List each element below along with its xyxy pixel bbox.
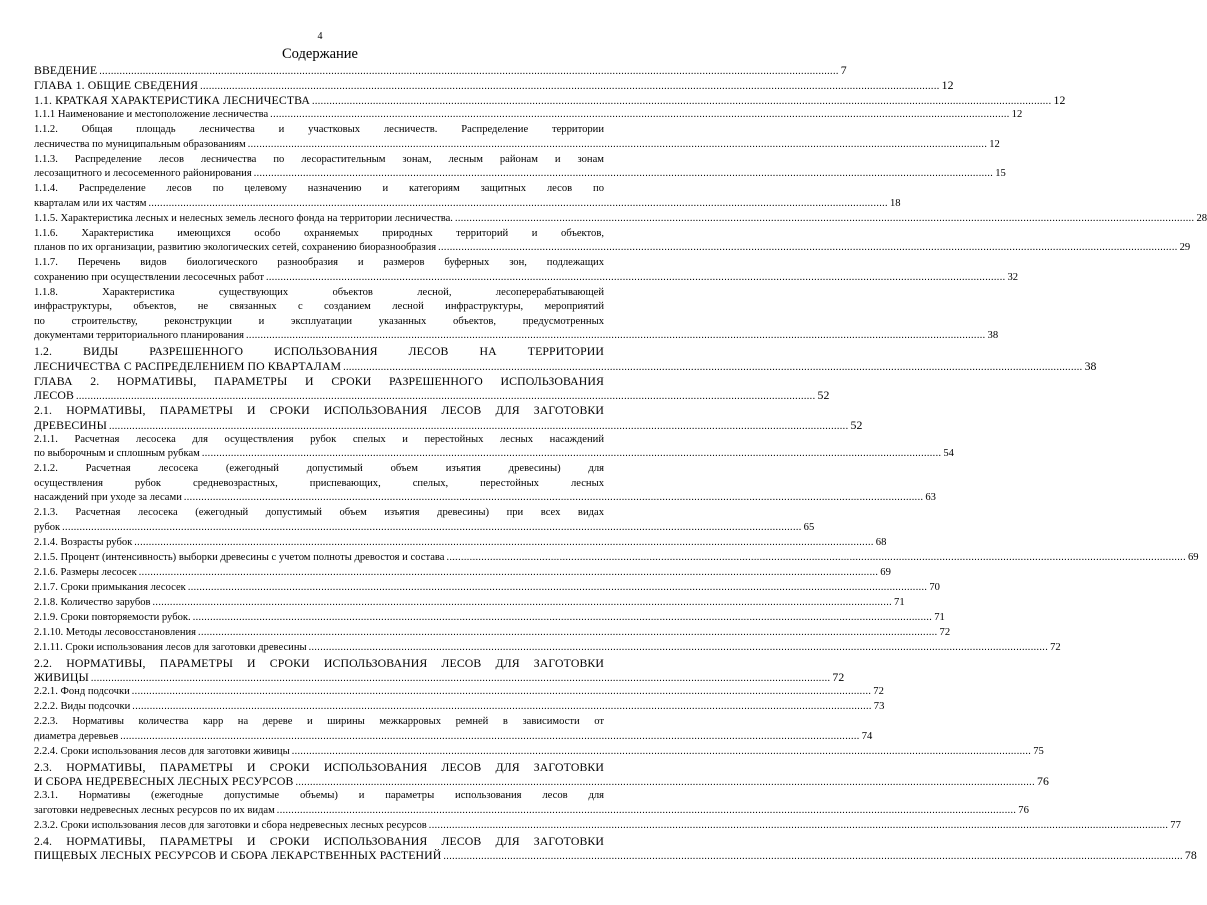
- toc-page-number: 12: [1011, 109, 1023, 120]
- toc-entry-line: [34, 491, 936, 506]
- toc-entry-text: 2.1.10. Методы лесовосстановления: [34, 626, 197, 638]
- toc-page-number: 65: [803, 521, 815, 533]
- toc-entry[interactable]: [34, 759, 1049, 789]
- toc-page-number: 70: [929, 581, 940, 593]
- toc-entry-text: насаждений при уходе за лесами: [34, 492, 182, 503]
- toc-entry[interactable]: [34, 123, 1000, 152]
- toc-entry-line: [34, 626, 951, 641]
- toc-entry-text: осуществления рубок средневозрастных, приспевающих, спелых, перестойных лесных: [34, 477, 604, 489]
- toc-entry[interactable]: [34, 286, 999, 344]
- toc-entry[interactable]: [34, 153, 1006, 182]
- toc-entry-text: кварталам или их частям: [34, 197, 147, 209]
- dot-leader: [270, 108, 1010, 123]
- toc-page-number: 77: [1170, 819, 1181, 831]
- toc-entry[interactable]: [34, 182, 901, 211]
- dot-leader: [277, 804, 1017, 819]
- toc-entry[interactable]: [34, 462, 936, 506]
- toc-entry-line: [34, 670, 845, 685]
- page-title: Содержание: [282, 46, 358, 62]
- toc-entry-text: планов по их организации, развитию экологических сетей, сохранению биоразнообразия: [34, 242, 437, 253]
- dot-leader: [292, 745, 1032, 760]
- toc-entry-text: сохранению при осуществлении лесосечных работ: [34, 271, 264, 283]
- toc-entry-text: 2.1.3. Расчетная лесосека (ежегодный допустимый объем изъятия древесины) при всех видах: [34, 507, 604, 518]
- toc-entry[interactable]: [34, 641, 1061, 656]
- dot-leader: [132, 685, 872, 700]
- toc-entry-text: лесозащитного и лесосеменного районирования: [34, 168, 252, 179]
- toc-entry-line: [34, 417, 863, 433]
- toc-page-number: 76: [1036, 774, 1049, 788]
- dot-leader: [309, 641, 1049, 656]
- toc-entry-line: [34, 521, 815, 536]
- toc-entry-text: 1.1. КРАТКАЯ ХАРАКТЕРИСТИКА ЛЕСНИЧЕСТВА: [34, 93, 310, 107]
- toc-entry[interactable]: [34, 581, 940, 596]
- toc-entry-text: 1.1.4. Распределение лесов по целевому назначению и категориям защитных лесов по: [34, 183, 604, 194]
- toc-page-number: 72: [832, 670, 845, 684]
- toc-entry-text: диаметра деревьев: [34, 730, 119, 742]
- toc-entry-text: 2.1. НОРМАТИВЫ, ПАРАМЕТРЫ И СРОКИ ИСПОЛЬЗОВАНИЯ ЛЕСОВ ДЛЯ ЗАГОТОВКИ: [34, 403, 604, 417]
- toc-entry-text: 2.2.3. Нормативы количества карр на дереве и ширины межкарровых ремней в зависимости от: [34, 716, 604, 727]
- toc-entry-line: [34, 197, 901, 212]
- dot-leader: [62, 521, 802, 536]
- toc-entry-line: [34, 63, 847, 78]
- toc-entry-text: ВВЕДЕНИЕ: [34, 63, 98, 77]
- toc-entry-text: инфраструктуры, объектов, не связанных с созданием лесной инфраструктуры, мероприятий: [34, 301, 604, 312]
- toc-page-number: 7: [840, 63, 847, 77]
- dot-leader: [266, 271, 1006, 286]
- toc-page-number: 52: [817, 388, 830, 402]
- dot-leader: [248, 138, 988, 153]
- toc-page-number: 74: [861, 730, 873, 742]
- dot-leader: [132, 700, 872, 715]
- dot-leader: [446, 551, 1186, 566]
- toc-entry-line: [34, 167, 1006, 182]
- toc-entry-text: 1.1.2. Общая площадь лесничества и участковых лесничеств. Распределение территории: [34, 124, 604, 135]
- toc-entry-line: [34, 93, 1066, 108]
- toc-entry-text: 2.4. НОРМАТИВЫ, ПАРАМЕТРЫ И СРОКИ ИСПОЛЬЗОВАНИЯ ЛЕСОВ ДЛЯ ЗАГОТОВКИ: [34, 833, 604, 848]
- toc-page-number: 78: [1184, 848, 1197, 862]
- dot-leader: [188, 581, 928, 596]
- toc-page-number: 18: [889, 197, 901, 209]
- dot-leader: [443, 850, 1183, 865]
- toc-entry[interactable]: [34, 78, 954, 93]
- toc-page-number: 68: [875, 536, 887, 548]
- toc-page-number: 52: [850, 417, 863, 432]
- toc-entry-text: 2.1.4. Возрасты рубок: [34, 536, 133, 548]
- toc-page-number: 32: [1007, 271, 1019, 283]
- toc-entry-text: ГЛАВА 1. ОБЩИЕ СВЕДЕНИЯ: [34, 78, 199, 92]
- toc-entry-line: [34, 388, 830, 403]
- toc-entry-line: [34, 447, 954, 462]
- dot-leader: [134, 536, 874, 551]
- dot-leader: [184, 491, 924, 506]
- toc-entry-text: 2.1.1. Расчетная лесосека для осуществления рубок спелых и перестойных лесных насаждений: [34, 433, 604, 445]
- toc-entry-line: [34, 241, 1191, 256]
- toc-entry-text: 2.3.1. Нормативы (ежегодные допустимые объемы) и параметры использования лесов для: [34, 790, 604, 801]
- dot-leader: [254, 167, 994, 182]
- toc-entry-text: ЛЕСОВ: [34, 388, 74, 402]
- toc-entry-text: 1.1.3. Распределение лесов лесничества по лесорастительным зонам, лесным районам и зонам: [34, 153, 604, 165]
- toc-entry-line: [34, 536, 887, 551]
- toc-entry-line: [34, 78, 954, 93]
- toc-entry-text: ПИЩЕВЫХ ЛЕСНЫХ РЕСУРСОВ И СБОРА ЛЕКАРСТВЕННЫХ РАСТЕНИЙ: [34, 848, 442, 862]
- dot-leader: [148, 197, 888, 212]
- toc-entry[interactable]: [34, 789, 1029, 818]
- toc-entry-text: 2.1.11. Сроки использования лесов для заготовки древесины: [34, 641, 307, 653]
- toc-entry[interactable]: [34, 506, 815, 535]
- toc-entry-line: [34, 745, 1044, 760]
- toc-entry-text: 1.1.7. Перечень видов биологического разнообразия и размеров буферных зон, подлежащих: [34, 257, 604, 268]
- toc-entry-text: 1.1.6. Характеристика имеющихся особо охраняемых природных территорий и объектов,: [34, 227, 604, 239]
- dot-leader: [120, 730, 860, 745]
- toc-page-number: 72: [1050, 641, 1061, 653]
- toc-entry-line: [34, 641, 1061, 656]
- toc-entry-text: И СБОРА НЕДРЕВЕСНЫХ ЛЕСНЫХ РЕСУРСОВ: [34, 774, 294, 788]
- toc-entry-text: 2.1.2. Расчетная лесосека (ежегодный допустимый объем изъятия древесины) для: [34, 463, 604, 474]
- toc-entry-text: 1.1.1 Наименование и местоположение лесничества: [34, 109, 269, 120]
- toc-entry-text: 2.2.2. Виды подсочки: [34, 701, 131, 712]
- toc-entry-text: ДРЕВЕСИНЫ: [34, 417, 107, 432]
- table-of-contents: [34, 63, 1207, 863]
- toc-entry[interactable]: [34, 715, 873, 744]
- toc-entry[interactable]: [34, 373, 830, 403]
- toc-entry-text: 2.1.9. Сроки повторяемости рубок.: [34, 611, 191, 623]
- toc-entry-text: 2.2.4. Сроки использования лесов для заготовки живицы: [34, 745, 290, 757]
- toc-page-number: 63: [925, 492, 936, 503]
- toc-entry-line: [34, 271, 1019, 286]
- toc-entry[interactable]: [34, 227, 1191, 256]
- toc-entry-line: [34, 804, 1029, 819]
- toc-entry[interactable]: [34, 700, 885, 715]
- toc-entry[interactable]: [34, 566, 891, 581]
- toc-entry[interactable]: [34, 344, 1097, 373]
- toc-entry-line: [34, 611, 945, 626]
- toc-entry-line: [34, 138, 1000, 153]
- toc-entry-text: 2.3. НОРМАТИВЫ, ПАРАМЕТРЫ И СРОКИ ИСПОЛЬЗОВАНИЯ ЛЕСОВ ДЛЯ ЗАГОТОВКИ: [34, 759, 604, 774]
- toc-page-number: 72: [873, 686, 884, 697]
- toc-entry-line: [34, 685, 884, 700]
- toc-entry-text: 2.1.6. Размеры лесосек: [34, 566, 137, 578]
- toc-entry-line: [34, 358, 1097, 374]
- dot-leader: [193, 611, 933, 626]
- toc-entry-line: [34, 700, 885, 715]
- toc-page-number: 12: [941, 78, 954, 92]
- toc-entry[interactable]: [34, 655, 845, 685]
- toc-entry-text: ГЛАВА 2. НОРМАТИВЫ, ПАРАМЕТРЫ И СРОКИ РАЗРЕШЕННОГО ИСПОЛЬЗОВАНИЯ: [34, 373, 604, 388]
- toc-entry-text: 1.1.5. Характеристика лесных и нелесных земель лесного фонда на территории лесничества.: [34, 212, 453, 224]
- toc-entry-text: 2.1.5. Процент (интенсивность) выборки древесины с учетом полноты древостоя и состава: [34, 551, 445, 563]
- toc-entry-line: [34, 596, 905, 611]
- toc-entry-text: 2.3.2. Сроки использования лесов для заготовки и сбора недревесных лесных ресурсов: [34, 819, 427, 831]
- toc-page-number: 73: [873, 701, 885, 712]
- toc-page-number: 38: [987, 330, 999, 341]
- toc-page-number: 71: [894, 596, 905, 608]
- dot-leader: [198, 626, 938, 641]
- toc-entry[interactable]: [34, 596, 905, 611]
- toc-entry-line: [34, 212, 1207, 227]
- dot-leader: [202, 447, 942, 462]
- toc-entry-line: [34, 566, 891, 581]
- toc-entry[interactable]: [34, 212, 1207, 227]
- toc-entry[interactable]: [34, 626, 951, 641]
- dot-leader: [246, 329, 986, 344]
- dot-leader: [139, 566, 879, 581]
- toc-entry-text: ЛЕСНИЧЕСТВА С РАСПРЕДЕЛЕНИЕМ ПО КВАРТАЛАМ: [34, 358, 342, 373]
- toc-entry[interactable]: [34, 819, 1181, 834]
- toc-entry-text: 2.2.1. Фонд подсочки: [34, 686, 130, 697]
- toc-entry[interactable]: [34, 551, 1199, 566]
- toc-entry[interactable]: [34, 833, 1197, 863]
- toc-page-number: 69: [1187, 551, 1199, 563]
- dot-leader: [153, 596, 893, 611]
- toc-entry[interactable]: [34, 256, 1019, 285]
- toc-entry-text: заготовки недревесных лесных ресурсов по их видам: [34, 804, 275, 816]
- toc-entry-text: лесничества по муниципальным образованиям: [34, 138, 246, 150]
- toc-entry-text: 1.1.8. Характеристика существующих объектов лесной, лесоперерабатывающей: [34, 286, 604, 298]
- page-number: 4: [317, 31, 323, 42]
- toc-entry-text: 2.2. НОРМАТИВЫ, ПАРАМЕТРЫ И СРОКИ ИСПОЛЬЗОВАНИЯ ЛЕСОВ ДЛЯ ЗАГОТОВКИ: [34, 655, 604, 670]
- dot-leader: [429, 819, 1169, 834]
- toc-entry-text: 2.1.8. Количество зарубов: [34, 596, 151, 608]
- toc-page-number: 69: [880, 566, 891, 578]
- toc-entry-line: [34, 819, 1181, 834]
- toc-page-number: 12: [1053, 93, 1066, 107]
- toc-entry[interactable]: [34, 433, 954, 462]
- toc-entry[interactable]: [34, 108, 1023, 123]
- toc-page-number: 71: [934, 611, 945, 623]
- toc-page-number: 76: [1018, 804, 1029, 816]
- toc-entry-text: по выборочным и сплошным рубкам: [34, 448, 200, 459]
- toc-entry-text: рубок: [34, 521, 61, 533]
- toc-page-number: 38: [1084, 358, 1097, 373]
- toc-page-number: 75: [1033, 745, 1044, 757]
- toc-entry[interactable]: [34, 745, 1044, 760]
- toc-entry-text: ЖИВИЦЫ: [34, 670, 89, 684]
- toc-entry[interactable]: [34, 403, 863, 432]
- toc-page-number: 72: [939, 626, 951, 638]
- toc-entry-text: 1.2. ВИДЫ РАЗРЕШЕННОГО ИСПОЛЬЗОВАНИЯ ЛЕСОВ НА ТЕРРИТОРИИ: [34, 344, 604, 358]
- toc-entry-line: [34, 774, 1049, 789]
- dot-leader: [438, 241, 1178, 256]
- toc-entry-line: [34, 108, 1023, 123]
- toc-page-number: 29: [1179, 242, 1191, 253]
- toc-entry[interactable]: [34, 611, 945, 626]
- toc-entry-line: [34, 551, 1199, 566]
- toc-entry-line: [34, 581, 940, 596]
- toc-entry[interactable]: [34, 63, 847, 78]
- toc-page-number: 28: [1196, 212, 1207, 224]
- toc-entry[interactable]: [34, 536, 887, 551]
- toc-entry-line: [34, 329, 999, 344]
- toc-entry-text: 2.1.7. Сроки примыкания лесосек: [34, 581, 186, 593]
- toc-page-number: 12: [989, 138, 1000, 150]
- dot-leader: [455, 212, 1195, 227]
- toc-entry-text: документами территориального планирования: [34, 330, 245, 341]
- toc-page-number: 15: [995, 168, 1006, 179]
- toc-entry[interactable]: [34, 685, 884, 700]
- toc-entry-line: [34, 730, 873, 745]
- toc-entry-text: по строительству, реконструкции и эксплуатации указанных объектов, предусмотренных: [34, 315, 604, 327]
- toc-entry-line: [34, 848, 1197, 863]
- toc-entry[interactable]: [34, 93, 1066, 108]
- toc-page-number: 54: [943, 448, 954, 459]
